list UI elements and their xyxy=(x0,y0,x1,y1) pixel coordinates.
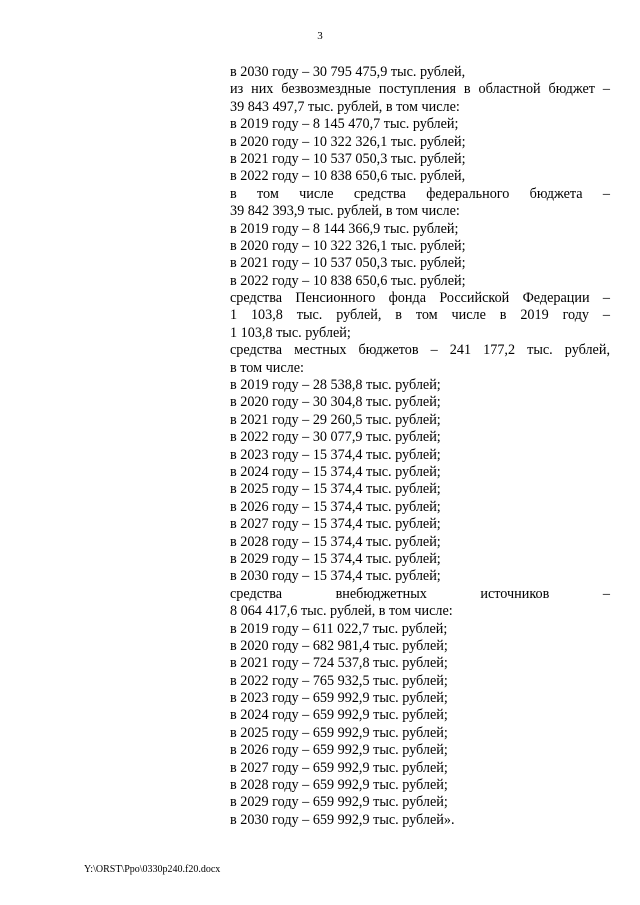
text-line: в 2019 году – 611 022,7 тыс. рублей; xyxy=(230,620,448,637)
text-line: в 2028 году – 659 992,9 тыс. рублей; xyxy=(230,777,448,794)
text-line: в 2020 году – 10 322 326,1 тыс. рублей; xyxy=(230,237,466,254)
document-body xyxy=(230,64,610,829)
text-line: в 2029 году – 15 374,4 тыс. рублей; xyxy=(230,550,441,567)
text-line: из них безвозмездные поступления в областной бюджет – xyxy=(230,81,610,98)
text-line: в 2028 году – 15 374,4 тыс. рублей; xyxy=(230,533,441,550)
text-line: в 2021 году – 10 537 050,3 тыс. рублей; xyxy=(230,150,466,167)
text-line: в том числе средства федерального бюджета – xyxy=(230,185,610,202)
text-line: 1 103,8 тыс. рублей; xyxy=(230,324,351,341)
text-line: в 2030 году – 15 374,4 тыс. рублей; xyxy=(230,568,441,585)
text-line: в 2029 году – 659 992,9 тыс. рублей; xyxy=(230,794,448,811)
text-line: в 2021 году – 10 537 050,3 тыс. рублей; xyxy=(230,255,466,272)
text-line: в 2022 году – 765 932,5 тыс. рублей; xyxy=(230,672,448,689)
text-line: в 2023 году – 15 374,4 тыс. рублей; xyxy=(230,446,441,463)
text-line: в 2026 году – 659 992,9 тыс. рублей; xyxy=(230,742,448,759)
text-line: средства местных бюджетов – 241 177,2 тыс. рублей, xyxy=(230,342,610,359)
text-line: в 2019 году – 8 145 470,7 тыс. рублей; xyxy=(230,116,459,133)
text-line: 8 064 417,6 тыс. рублей, в том числе: xyxy=(230,603,453,620)
text-line: в 2021 году – 29 260,5 тыс. рублей; xyxy=(230,411,441,428)
text-line: 1 103,8 тыс. рублей, в том числе в 2019 году – xyxy=(230,307,610,324)
text-line: в том числе: xyxy=(230,359,304,376)
text-line: средства внебюджетных источников – xyxy=(230,585,610,602)
text-line: средства Пенсионного фонда Российской Федерации – xyxy=(230,290,610,307)
text-line: в 2019 году – 8 144 366,9 тыс. рублей; xyxy=(230,220,459,237)
text-line: в 2030 году – 30 795 475,9 тыс. рублей, xyxy=(230,64,466,80)
text-line: в 2020 году – 10 322 326,1 тыс. рублей; xyxy=(230,133,466,150)
text-line: в 2022 году – 30 077,9 тыс. рублей; xyxy=(230,429,441,446)
text-line: в 2025 году – 659 992,9 тыс. рублей; xyxy=(230,724,448,741)
text-line: в 2030 году – 659 992,9 тыс. рублей». xyxy=(230,811,455,828)
text-line: в 2027 году – 15 374,4 тыс. рублей; xyxy=(230,516,441,533)
text-line: 39 843 497,7 тыс. рублей, в том числе: xyxy=(230,98,460,115)
text-line: в 2024 году – 659 992,9 тыс. рублей; xyxy=(230,707,448,724)
text-line: в 2025 году – 15 374,4 тыс. рублей; xyxy=(230,481,441,498)
text-line: в 2020 году – 682 981,4 тыс. рублей; xyxy=(230,637,448,654)
text-line: в 2023 году – 659 992,9 тыс. рублей; xyxy=(230,690,448,707)
text-line: в 2019 году – 28 538,8 тыс. рублей; xyxy=(230,377,441,394)
file-path-footer: Y:\ORST\Ppo\0330p240.f20.docx xyxy=(84,864,221,875)
text-line: в 2026 году – 15 374,4 тыс. рублей; xyxy=(230,498,441,515)
page-number: 3 xyxy=(317,30,323,42)
text-line: 39 842 393,9 тыс. рублей, в том числе: xyxy=(230,203,460,220)
text-line: в 2022 году – 10 838 650,6 тыс. рублей, xyxy=(230,168,466,185)
text-line: в 2020 году – 30 304,8 тыс. рублей; xyxy=(230,394,441,411)
text-line: в 2022 году – 10 838 650,6 тыс. рублей; xyxy=(230,272,466,289)
text-line: в 2024 году – 15 374,4 тыс. рублей; xyxy=(230,463,441,480)
text-line: в 2021 году – 724 537,8 тыс. рублей; xyxy=(230,655,448,672)
text-line: в 2027 году – 659 992,9 тыс. рублей; xyxy=(230,759,448,776)
